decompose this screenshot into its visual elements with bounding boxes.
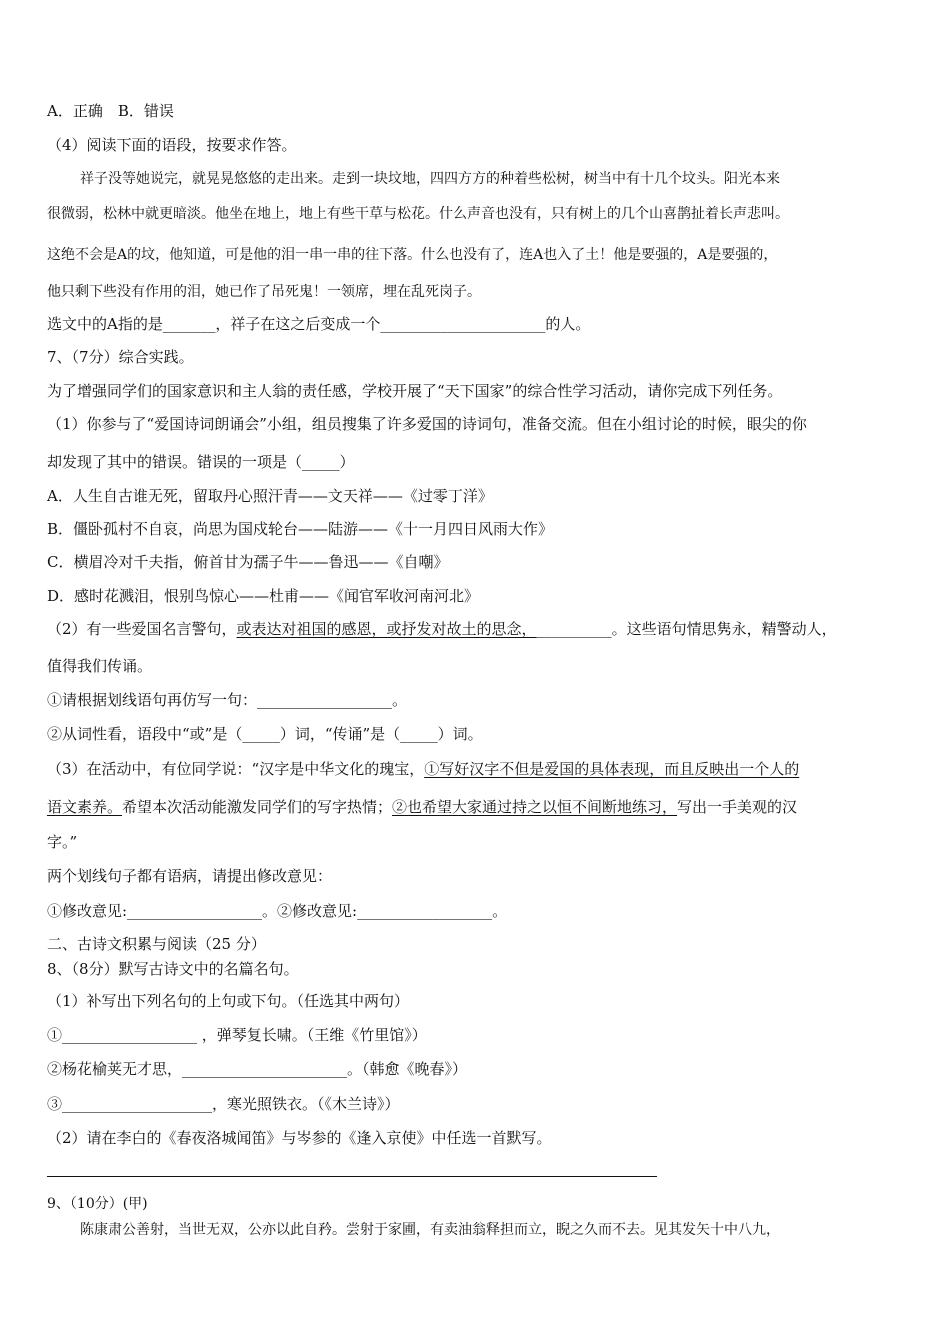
underlined-text: ②也希望大家通过持之以恒不间断地练习， [392, 798, 678, 816]
text: 写出一手美观的汉 [677, 798, 798, 816]
underlined-text: 或表达对祖国的感恩，或抒发对故土的思念， [236, 620, 537, 638]
sub-question-3 [47, 759, 799, 779]
passage-line: 祥子没等她说完，就晃晃悠悠的走出来。走到一块坟地，四四方方的种着些松树，树当中有十几个坟头。阳光本来 [80, 171, 780, 187]
sub-question-2-task1: ①请根据划线语句再仿写一句：__________________。 [47, 691, 408, 709]
underlined-text: 语文素养。 [47, 798, 123, 816]
option-line-ab: A．正确 B．错误 [47, 102, 174, 120]
sub-question-2-cont: 值得我们传诵。 [47, 657, 153, 675]
question-8-sub1: （1）补写出下列名句的上句或下句。（任选其中两句） [47, 992, 410, 1010]
sub-question-3-answer: ①修改意见:__________________。②修改意见:__________________。 [47, 902, 508, 920]
question-7-title: 7、（7分）综合实践。 [47, 348, 194, 366]
underlined-text: ①写好汉字不但是爱国的具体表现，而且反映出一个人的 [424, 760, 800, 778]
sub-question-1: （1）你参与了“爱国诗词朗诵会”小组，组员搜集了许多爱国的诗词句，准备交流。但在小组讨论的时候，眼尖的你 [47, 415, 807, 433]
sub-question-2 [47, 619, 837, 639]
sub-question-2-task2: ②从词性看，语段中“或”是（_____）词，“传诵”是（_____）词。 [47, 725, 483, 743]
section-heading: 二、古诗文积累与阅读（25 分） [47, 935, 266, 953]
sub-question-3-end: 字。” [47, 833, 78, 851]
text: （3）在活动中，有位同学说：“汉字是中华文化的瑰宝， [47, 760, 425, 778]
text: （2）有一些爱国名言警句， [47, 620, 237, 638]
passage-line: 这绝不会是A的坟，他知道，可是他的泪一串一串的往下落。什么也没有了，连A也入了土！他是要强的，A是要强的， [47, 247, 778, 263]
question-7-intro: 为了增强同学们的国家意识和主人翁的责任感，学校开展了“天下国家”的综合性学习活动，请你完成下列任务。 [47, 382, 783, 400]
classical-passage-line: 陈康肃公善射，当世无双，公亦以此自矜。尝射于家圃，有卖油翁释担而立，睨之久而不去。见其发矢十中八九， [80, 1222, 780, 1238]
text: __________。这些语句情思隽永，精警动人， [536, 620, 837, 638]
text: 希望本次活动能激发同学们的写字热情； [122, 798, 393, 816]
question-8-title: 8、（8分）默写古诗文中的名篇名句。 [47, 960, 299, 978]
question-4-prompt: （4）阅读下面的语段，按要求作答。 [47, 136, 297, 154]
option-d: D．感时花溅泪，恨别鸟惊心——杜甫——《闻官军收河南河北》 [47, 587, 480, 605]
option-c: C．横眉冷对千夫指，俯首甘为孺子牛——鲁迅——《自嘲》 [47, 553, 449, 571]
passage-line: 很微弱，松林中就更暗淡。他坐在地上，地上有些干草与松花。什么声音也没有，只有树上的几个山喜鹊扯着长声悲叫。 [47, 206, 789, 222]
passage-line: 他只剩下些没有作用的泪，她已作了吊死鬼！一领席，埋在乱死岗子。 [47, 284, 481, 300]
fill-line-2: ②杨花榆荚无才思，______________________。（韩愈《晚春》） [47, 1060, 468, 1078]
fill-line-3: ③____________________，寒光照铁衣。（《木兰诗》） [47, 1095, 400, 1113]
question-9-title: 9、（10分）(甲) [47, 1196, 148, 1212]
sub-question-1-cont: 却发现了其中的错误。错误的一项是（_____） [47, 453, 355, 471]
question-text: 选文中的A指的是_______，祥子在这之后变成一个______________________的人。 [47, 315, 591, 333]
fill-line-1: ①__________________ ，弹琴复长啸。（王维《竹里馆》） [47, 1026, 427, 1044]
answer-rule [47, 1176, 657, 1177]
option-b: B．僵卧孤村不自哀，尚思为国戍轮台——陆游——《十一月四日风雨大作》 [47, 520, 554, 538]
sub-question-3-cont [47, 797, 797, 817]
option-a: A．人生自古谁无死，留取丹心照汗青——文天祥——《过零丁洋》 [47, 487, 493, 505]
question-8-sub2: （2）请在李白的《春夜洛城闻笛》与岑参的《逢入京使》中任选一首默写。 [47, 1129, 552, 1147]
sub-question-3-task: 两个划线句子都有语病，请提出修改意见： [47, 867, 333, 885]
